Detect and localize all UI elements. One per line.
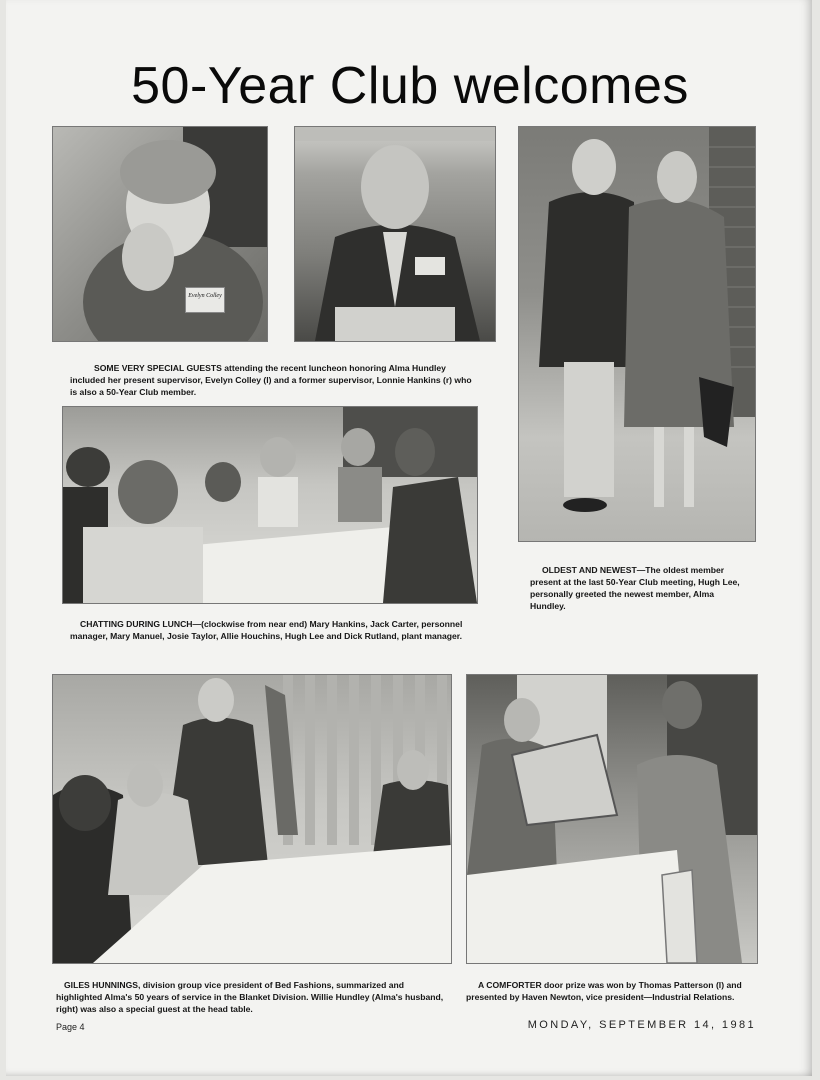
photo-giles-hunnings-art [53,675,451,963]
issue-date: MONDAY, SEPTEMBER 14, 1981 [527,1019,756,1031]
page-number: Page 4 [56,1022,85,1032]
photo-giles-hunnings [52,674,452,964]
photo-chatting-during-lunch [62,406,478,604]
photo-comforter-door-prize-art [467,675,757,963]
caption-special-guests: SOME VERY SPECIAL GUESTS attending the recent luncheon honoring Alma Hundley included her present supervisor, Evelyn Colley (l) and a former supervisor, Lonnie Hankins (r) who is also a 50-Year Club member. [70,363,472,397]
photo-hugh-lee-alma-hundley-art [519,127,755,541]
caption-chatting-during-lunch: CHATTING DURING LUNCH—(clockwise from near end) Mary Hankins, Jack Carter, personnel manager, Mary Manuel, Josie Taylor, Allie Houchins, Hugh Lee and Dick Rutland, plant manager. [70,619,463,641]
photo-lonnie-hankins-art [295,127,495,341]
caption-giles-hunnings: GILES HUNNINGS, division group vice president of Bed Fashions, summarized and highlighted Alma's 50 years of service in the Blanket Division. Willie Hundley (Alma's husband, right) was also a special guest at the head table. [56,980,444,1014]
photo-evelyn-colley-art [53,127,267,341]
photo-hugh-lee-alma-hundley [518,126,756,542]
caption-comforter: A COMFORTER door prize was won by Thomas Patterson (l) and presented by Haven Newton, vice president—Industrial Relations. [466,980,742,1002]
caption-oldest-newest: OLDEST AND NEWEST—The oldest member present at the last 50-Year Club meeting, Hugh Lee, personally greeted the newest member, Alma Hundley. [530,565,740,611]
photo-chatting-during-lunch-art [63,407,477,603]
photo-lonnie-hankins [294,126,496,342]
nametag-evelyn: Evelyn Colley [185,287,225,313]
page-headline: 50-Year Club welcomes [131,57,689,115]
photo-evelyn-colley [52,126,268,342]
photo-comforter-door-prize [466,674,758,964]
